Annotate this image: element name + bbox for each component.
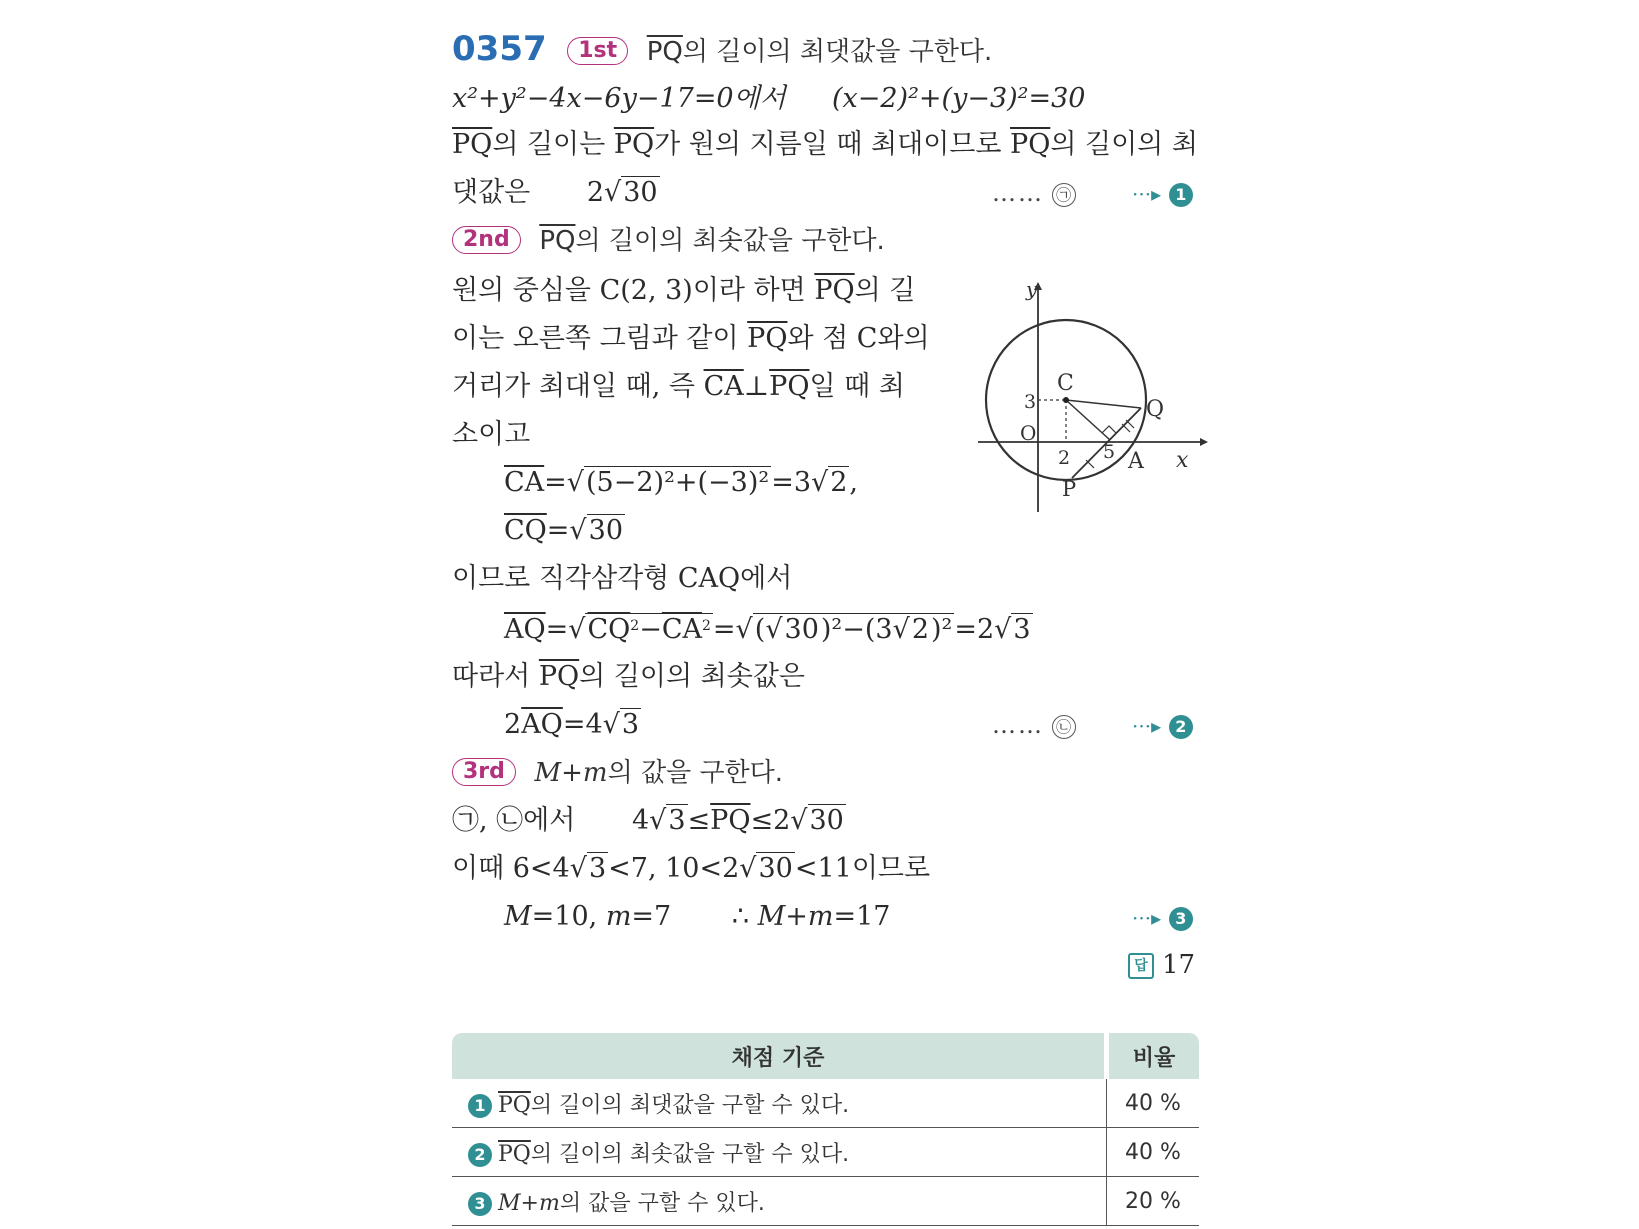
min-equation xyxy=(504,708,641,742)
segment-pq: $\overline{PQ}$ xyxy=(1010,129,1051,160)
leq-coef: ≤2 xyxy=(750,805,791,836)
radicand: $CQ^2-\overline{CA}^2$ xyxy=(587,614,711,645)
sqrt-2: √2 xyxy=(892,614,929,645)
segment-pq: $\overline{PQ}$ xyxy=(747,323,788,354)
segment-ca xyxy=(1066,400,1110,440)
text: 이때 6<4 xyxy=(452,853,570,884)
sqrt-30: √30 xyxy=(790,805,844,836)
paren: ( xyxy=(754,614,766,645)
bullet-3: 3 xyxy=(468,1192,492,1216)
ratio-cell: 20 % xyxy=(1107,1177,1200,1226)
conclusion-text xyxy=(452,660,805,694)
expr: M+m xyxy=(757,901,834,932)
label-o: O xyxy=(1020,421,1037,445)
tick-mark xyxy=(1122,424,1130,432)
sqrt-3: √3 xyxy=(994,614,1031,645)
leq: ≤ xyxy=(687,805,711,836)
segment-pq: $\overline{PQ}$ xyxy=(452,129,493,160)
step1-text-line2 xyxy=(452,176,660,210)
radicand xyxy=(753,613,955,645)
label-a: A xyxy=(1128,449,1144,474)
radicand: 30 xyxy=(809,805,844,836)
eq: = xyxy=(545,614,569,645)
marker-1 xyxy=(992,176,1076,210)
table-row xyxy=(452,1128,1199,1177)
label-q: Q xyxy=(1146,397,1165,422)
step3-row3 xyxy=(504,900,890,934)
text: 의 길이는 xyxy=(492,129,614,160)
text: 의 길이의 최솟값은 xyxy=(579,661,805,692)
text: 의 길이의 최 xyxy=(1050,129,1198,160)
answer xyxy=(1128,948,1195,982)
step2-para-line3 xyxy=(452,370,905,404)
bullet-2: 2 xyxy=(1169,715,1193,739)
radicand: 30 xyxy=(758,853,793,884)
coef: 2 xyxy=(504,709,522,740)
step2-para-line2 xyxy=(452,322,930,356)
text: ㉠, ㉡에서 xyxy=(452,805,576,836)
ca-equation xyxy=(504,466,858,500)
step1-title-text: 의 길이의 최댓값을 구한다. xyxy=(682,37,993,67)
text: =7 xyxy=(631,901,672,932)
marker-2 xyxy=(992,708,1076,742)
step2-title xyxy=(539,226,885,256)
header-ratio: 비율 xyxy=(1107,1033,1200,1079)
criteria-cell xyxy=(452,1128,1107,1177)
text: 가 원의 지름일 때 최대이므로 xyxy=(654,129,1011,160)
segment-pq: $\overline{PQ}$ xyxy=(539,226,576,256)
segment-ca: $\overline{CA}$ xyxy=(504,467,545,498)
radicand: 3 xyxy=(1013,614,1031,645)
tick-mark xyxy=(1086,460,1094,468)
label-2: 2 xyxy=(1058,447,1071,469)
label-3: 3 xyxy=(1024,391,1037,413)
step1-header xyxy=(452,29,993,69)
segment-ca: $\overline{CA}$ xyxy=(661,614,702,645)
segment-cq: CQ xyxy=(587,614,631,645)
criteria-text: 의 길이의 최솟값을 구할 수 있다. xyxy=(530,1141,850,1167)
step2-para-line4: 소이고 xyxy=(452,419,531,450)
radicand: 30 xyxy=(784,614,819,645)
radicand: 2 xyxy=(911,614,929,645)
radicand: 30 xyxy=(623,177,658,208)
step3-badge: 3rd xyxy=(452,758,516,786)
criteria-cell xyxy=(452,1177,1107,1226)
text: <11이므로 xyxy=(794,853,931,884)
sqrt-30: √30 xyxy=(569,515,623,546)
circle-graph xyxy=(968,280,1208,520)
ratio-cell: 40 % xyxy=(1107,1128,1200,1177)
text: 원의 중심을 C(2, 3)이라 하면 xyxy=(452,275,815,306)
step1-title xyxy=(647,37,993,67)
therefore-symbol: ∴ xyxy=(731,901,758,932)
label-5: 5 xyxy=(1103,441,1116,463)
var-m-lower: m xyxy=(605,901,632,932)
sqrt-3: √3 xyxy=(602,709,640,740)
result: =4 xyxy=(562,709,603,740)
segment-pq: $\overline{PQ}$ xyxy=(646,37,683,67)
step2-para-line1 xyxy=(452,274,915,308)
expr: M+m xyxy=(534,758,608,788)
cq-equation xyxy=(504,514,625,548)
segment-aq: $\overline{AQ}$ xyxy=(521,709,563,740)
expr: )²−(3 xyxy=(820,614,893,645)
step3-row1 xyxy=(452,804,846,838)
text: =17 xyxy=(833,901,891,932)
criteria-text: 의 길이의 최댓값을 구할 수 있다. xyxy=(530,1092,850,1118)
bullet-2: 2 xyxy=(468,1143,492,1167)
sqrt-30: √30 xyxy=(739,853,793,884)
eq: = xyxy=(712,614,736,645)
step1-badge: 1st xyxy=(567,37,628,65)
x-axis-arrow xyxy=(1200,438,1208,446)
sqrt-cq-ca: $√CQ^2-\overline{CA}^2$ xyxy=(568,614,711,645)
segment-pq: $\overline{PQ}$ xyxy=(613,129,655,160)
label-p: P xyxy=(1062,477,1077,501)
comma: , xyxy=(849,467,859,498)
step3-row2 xyxy=(452,852,930,886)
segment-cq: $\overline{CQ}$ xyxy=(504,515,547,546)
coef: 4 xyxy=(631,805,650,836)
segment-cq xyxy=(1066,400,1141,408)
arrow-icon: ···▸ xyxy=(1132,906,1162,930)
sqrt-30: √30 xyxy=(765,614,819,645)
circle-equation-general: x²+y²−4x−6y−17=0에서 xyxy=(452,83,786,114)
radicand: 2 xyxy=(830,467,848,498)
arrow-icon: ···▸ xyxy=(1132,714,1162,738)
segment-pq: $\overline{PQ}$ xyxy=(538,661,580,692)
criteria-text: 의 값을 구할 수 있다. xyxy=(559,1190,765,1216)
text: 와 점 C와의 xyxy=(787,323,930,354)
step-bullet-3 xyxy=(1132,900,1193,935)
text: 거리가 최대일 때, 즉 xyxy=(452,371,704,402)
radicand: (5−2)²+(−3)² xyxy=(586,467,770,498)
text: 일 때 최 xyxy=(809,371,905,402)
text: =10, xyxy=(531,901,606,932)
header-criteria: 채점 기준 xyxy=(452,1033,1107,1079)
expr: )² xyxy=(931,614,953,645)
result: =3 xyxy=(771,467,812,498)
grading-table xyxy=(452,1033,1199,1226)
text: <7, 10<2 xyxy=(608,853,740,884)
sqrt-2: √2 xyxy=(811,467,848,498)
table-row xyxy=(452,1079,1199,1128)
radicand: 3 xyxy=(668,805,686,836)
max-coefficient: 2 xyxy=(586,177,605,208)
y-axis-label: y xyxy=(1026,280,1038,301)
step-bullet-1 xyxy=(1132,176,1193,211)
dots: …… xyxy=(992,711,1044,739)
step2-badge: 2nd xyxy=(452,226,521,254)
segment-aq: $\overline{AQ}$ xyxy=(504,614,546,645)
expr: M+m xyxy=(498,1190,560,1216)
text: 의 길 xyxy=(854,275,916,306)
step1-text-line1 xyxy=(452,128,1198,162)
step2-title-text: 의 길이의 최솟값을 구한다. xyxy=(575,226,885,256)
perp-symbol: ⊥ xyxy=(743,371,770,402)
eq: = xyxy=(546,515,570,546)
triangle-text: 이므로 직각삼각형 CAQ에서 xyxy=(452,563,793,594)
sqrt-3: √3 xyxy=(649,805,686,836)
marker-circle-1: ㉠ xyxy=(1052,183,1076,207)
sqrt-numeric: √(√30)²−(3√2)² xyxy=(735,614,953,645)
ratio-cell: 40 % xyxy=(1107,1079,1200,1128)
segment-pq: $\overline{PQ}$ xyxy=(498,1141,531,1167)
label-c: C xyxy=(1057,371,1074,396)
text: 이는 오른쪽 그림과 같이 xyxy=(452,323,748,354)
step3-title xyxy=(535,758,784,788)
minus: − xyxy=(639,614,662,645)
segment-pq: $\overline{PQ}$ xyxy=(498,1092,531,1118)
grading-header-row xyxy=(452,1033,1199,1079)
aq-equation xyxy=(504,612,1033,647)
right-angle-mark xyxy=(1102,426,1116,433)
radicand: 3 xyxy=(621,709,640,740)
step-bullet-2 xyxy=(1132,708,1193,743)
step3-header xyxy=(452,756,783,790)
criteria-cell xyxy=(452,1079,1107,1128)
sqrt-30: √30 xyxy=(604,177,658,208)
marker-circle-2: ㉡ xyxy=(1052,715,1076,739)
segment-pq: $\overline{PQ}$ xyxy=(814,275,855,306)
radicand: 30 xyxy=(588,515,623,546)
text: 따라서 xyxy=(452,661,539,692)
var-m-upper: M xyxy=(504,901,532,932)
text: 댓값은 xyxy=(452,177,531,208)
x-axis-label: x xyxy=(1176,448,1189,473)
sqrt-3: √3 xyxy=(569,853,607,884)
result: =2 xyxy=(954,614,995,645)
step2-header xyxy=(452,224,885,258)
problem-number: 0357 xyxy=(452,29,547,69)
circle-equation-standard: (x−2)²+(y−3)²=30 xyxy=(832,83,1086,114)
bullet-1: 1 xyxy=(1169,183,1193,207)
table-row xyxy=(452,1177,1199,1226)
segment-ca: $\overline{CA}$ xyxy=(703,371,744,402)
point-c xyxy=(1063,397,1069,403)
answer-icon: 답 xyxy=(1128,953,1154,979)
segment-pq: $\overline{PQ}$ xyxy=(769,371,810,402)
tick-mark xyxy=(1126,420,1134,428)
arrow-icon: ···▸ xyxy=(1132,182,1162,206)
bullet-3: 3 xyxy=(1169,907,1193,931)
step3-title-text: 의 값을 구한다. xyxy=(607,758,784,788)
radicand: 3 xyxy=(588,853,607,884)
dots: …… xyxy=(992,179,1044,207)
eq: = xyxy=(544,467,567,498)
sqrt-expression: √(5−2)²+(−3)² xyxy=(566,467,770,498)
answer-value: 17 xyxy=(1162,950,1196,980)
segment-pq: $\overline{PQ}$ xyxy=(710,805,751,836)
bullet-1: 1 xyxy=(468,1094,492,1118)
